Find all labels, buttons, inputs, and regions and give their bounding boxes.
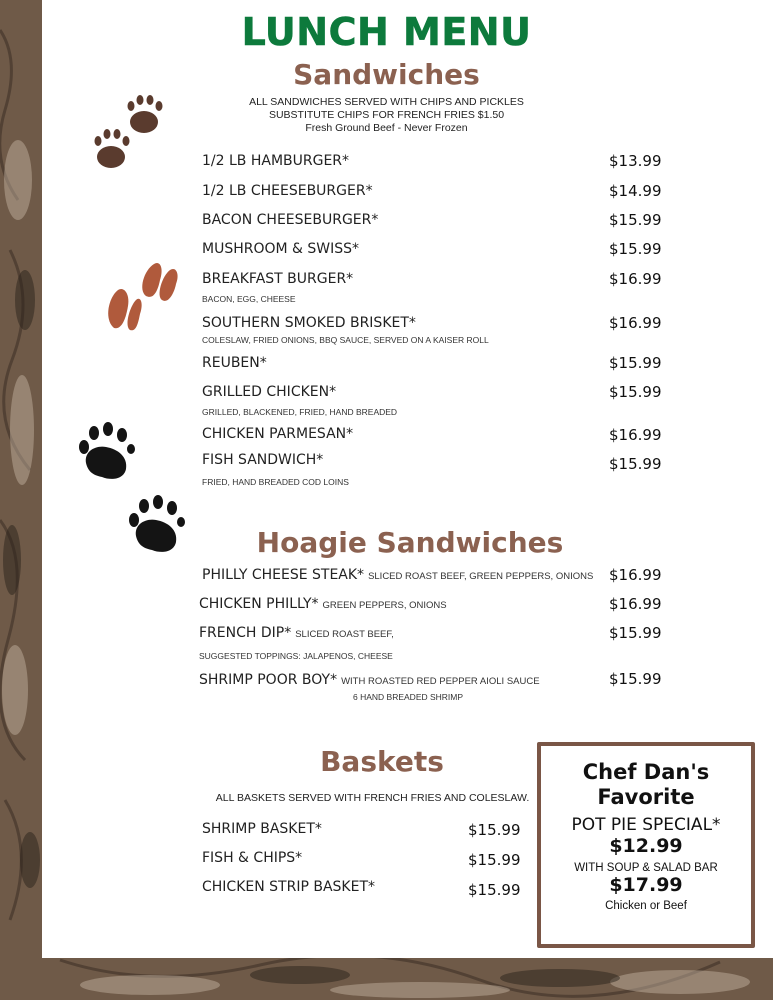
desc-grilled-chicken: GRILLED, BLACKENED, FRIED, HAND BREADED (202, 407, 398, 417)
menu-item-french-dip (199, 625, 394, 641)
item-inline-desc: SLICED ROAST BEEF, (295, 629, 394, 640)
menu-item-shrimp-poor-boy (199, 672, 540, 688)
menu-item-chicken-philly (199, 596, 447, 612)
price-fish-chips: $15.99 (468, 851, 521, 869)
item-inline-desc: WITH ROASTED RED PEPPER AIOLI SAUCE (341, 676, 540, 687)
desc-smoked-brisket: COLESLAW, FRIED ONIONS, BBQ SAUCE, SERVED ON A KAISER ROLL (202, 335, 489, 345)
menu-item-hamburger: 1/2 LB HAMBURGER* (202, 153, 350, 169)
desc-french-dip: SUGGESTED TOPPINGS: JALAPENOS, CHEESE (199, 651, 393, 661)
paw-print-black-icon (126, 494, 190, 556)
menu-item-chicken-strip-basket: CHICKEN STRIP BASKET* (202, 879, 375, 895)
price-french-dip: $15.99 (609, 624, 662, 642)
desc-fish-sandwich: FRIED, HAND BREADED COD LOINS (202, 477, 349, 487)
price-chicken-philly: $16.99 (609, 595, 662, 613)
item-name: FRENCH DIP* (199, 625, 292, 641)
chef-favorite-box (537, 742, 755, 948)
desc-breakfast-burger: BACON, EGG, CHEESE (202, 294, 296, 304)
price-chicken-strip-basket: $15.99 (468, 881, 521, 899)
price-reuben: $15.99 (609, 354, 662, 372)
menu-item-shrimp-basket: SHRIMP BASKET* (202, 821, 322, 837)
menu-item-breakfast-burger: BREAKFAST BURGER* (202, 271, 354, 287)
menu-item-reuben: REUBEN* (202, 355, 267, 371)
item-name: CHICKEN PHILLY* (199, 596, 319, 612)
paw-print-brown-icon (88, 92, 168, 178)
menu-item-grilled-chicken: GRILLED CHICKEN* (202, 384, 337, 400)
item-name: PHILLY CHEESE STEAK* (202, 567, 365, 583)
with-soup-salad-label: WITH SOUP & SALAD BAR (574, 862, 718, 874)
menu-item-chicken-parmesan: CHICKEN PARMESAN* (202, 426, 354, 442)
hoof-print-icon (100, 258, 180, 333)
price-mushroom-swiss: $15.99 (609, 240, 662, 258)
item-name: SHRIMP POOR BOY* (199, 672, 338, 688)
paw-print-black-icon (76, 421, 140, 483)
item-inline-desc: GREEN PEPPERS, ONIONS (322, 600, 447, 611)
baskets-note: ALL BASKETS SERVED WITH FRENCH FRIES AND COLESLAW. (215, 792, 530, 804)
price-smoked-brisket: $16.99 (609, 314, 662, 332)
menu-item-smoked-brisket: SOUTHERN SMOKED BRISKET* (202, 315, 416, 331)
price-bacon-cheeseburger: $15.99 (609, 211, 662, 229)
pot-pie-price: $12.99 (609, 835, 683, 857)
sandwiches-note-1: ALL SANDWICHES SERVED WITH CHIPS AND PICKLES (249, 96, 524, 108)
price-shrimp-poor-boy: $15.99 (609, 670, 662, 688)
hoagie-heading: Hoagie Sandwiches (256, 526, 564, 559)
price-grilled-chicken: $15.99 (609, 383, 662, 401)
price-shrimp-basket: $15.99 (468, 821, 521, 839)
sandwiches-heading: Sandwiches (293, 58, 480, 91)
baskets-heading: Baskets (320, 745, 444, 778)
pot-pie-options: Chicken or Beef (605, 900, 687, 912)
menu-item-mushroom-swiss: MUSHROOM & SWISS* (202, 241, 360, 257)
favorite-title-line-1: Chef Dan's (582, 760, 710, 784)
menu-item-bacon-cheeseburger: BACON CHEESEBURGER* (202, 212, 379, 228)
price-philly-cheese-steak: $16.99 (609, 566, 662, 584)
price-breakfast-burger: $16.99 (609, 270, 662, 288)
price-hamburger: $13.99 (609, 152, 662, 170)
sandwiches-note-2: SUBSTITUTE CHIPS FOR FRENCH FRIES $1.50 (268, 109, 505, 121)
menu-item-cheeseburger: 1/2 LB CHEESEBURGER* (202, 183, 373, 199)
sandwiches-note-3: Fresh Ground Beef - Never Frozen (305, 122, 468, 134)
price-chicken-parmesan: $16.99 (609, 426, 662, 444)
menu-title: LUNCH MENU (241, 10, 532, 54)
with-soup-salad-price: $17.99 (609, 874, 683, 896)
favorite-title-line-2: Favorite (597, 785, 695, 809)
menu-item-philly-cheese-steak (202, 567, 593, 583)
item-inline-desc: SLICED ROAST BEEF, GREEN PEPPERS, ONIONS (368, 571, 594, 582)
price-cheeseburger: $14.99 (609, 182, 662, 200)
menu-item-fish-sandwich: FISH SANDWICH* (202, 452, 324, 468)
desc-shrimp-poor-boy: 6 HAND BREADED SHRIMP (353, 692, 464, 702)
menu-item-fish-chips: FISH & CHIPS* (202, 850, 303, 866)
price-fish-sandwich: $15.99 (609, 455, 662, 473)
pot-pie-special: POT PIE SPECIAL* (571, 815, 721, 835)
